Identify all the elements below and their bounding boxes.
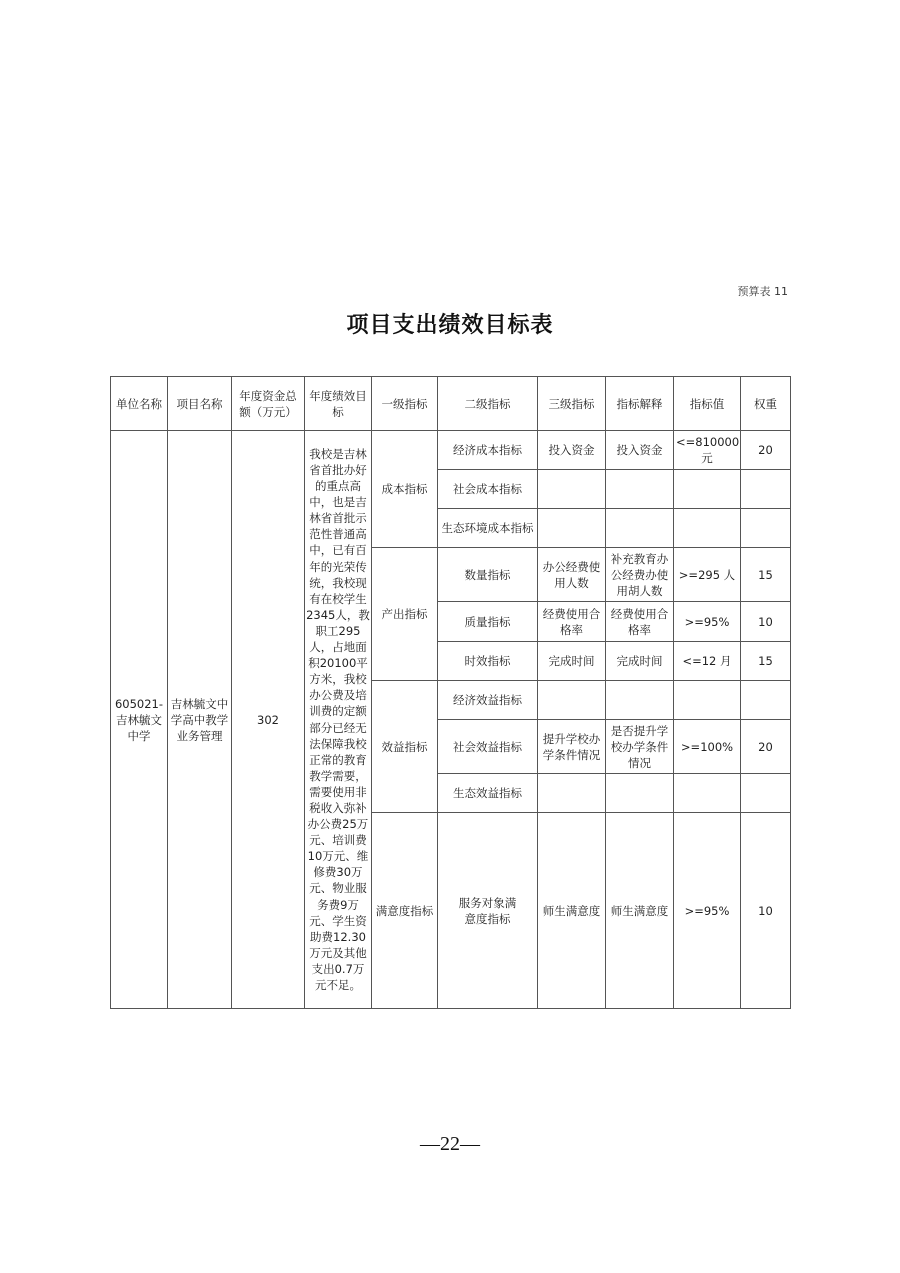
weight-cell (741, 470, 791, 509)
value-cell (674, 681, 741, 720)
level2-cell: 经济成本指标 (438, 431, 538, 470)
level1-cell: 产出指标 (372, 548, 438, 681)
value-cell: <=12 月 (674, 642, 741, 681)
level3-cell: 师生满意度 (538, 813, 606, 1009)
header-cell: 一级指标 (372, 377, 438, 431)
level3-cell: 投入资金 (538, 431, 606, 470)
project-name-cell: 吉林毓文中学高中教学业务管理 (168, 431, 232, 1009)
header-cell: 二级指标 (438, 377, 538, 431)
level2-cell: 服务对象满意度指标 (438, 813, 538, 1009)
level3-cell (538, 774, 606, 813)
header-cell: 单位名称 (111, 377, 168, 431)
explain-cell (606, 681, 674, 720)
header-cell: 三级指标 (538, 377, 606, 431)
weight-cell (741, 509, 791, 548)
level3-cell: 办公经费使用人数 (538, 548, 606, 602)
explain-cell: 师生满意度 (606, 813, 674, 1009)
explain-cell (606, 470, 674, 509)
level2-cell: 数量指标 (438, 548, 538, 602)
table-row (111, 431, 791, 470)
header-cell: 年度绩效目标 (305, 377, 372, 431)
level3-cell: 提升学校办学条件情况 (538, 720, 606, 774)
page-number: —22— (420, 1133, 480, 1155)
header-row (111, 377, 791, 431)
header-cell: 指标值 (674, 377, 741, 431)
level2-cell: 社会成本指标 (438, 470, 538, 509)
unit-name-cell: 605021-吉林毓文中学 (111, 431, 168, 1009)
weight-cell (741, 681, 791, 720)
value-cell: >=100% (674, 720, 741, 774)
header-cell: 指标解释 (606, 377, 674, 431)
level2-cell: 社会效益指标 (438, 720, 538, 774)
level3-cell: 经费使用合格率 (538, 602, 606, 642)
value-cell (674, 509, 741, 548)
level1-cell: 效益指标 (372, 681, 438, 813)
header-cell: 项目名称 (168, 377, 232, 431)
value-cell: <=810000元 (674, 431, 741, 470)
level3-cell: 完成时间 (538, 642, 606, 681)
level2-cell: 生态环境成本指标 (438, 509, 538, 548)
weight-cell: 20 (741, 720, 791, 774)
explain-cell (606, 774, 674, 813)
level2-cell: 经济效益指标 (438, 681, 538, 720)
header-cell: 权重 (741, 377, 791, 431)
level3-cell (538, 681, 606, 720)
weight-cell: 10 (741, 813, 791, 1009)
explain-cell: 经费使用合格率 (606, 602, 674, 642)
explain-cell: 投入资金 (606, 431, 674, 470)
level2-cell: 生态效益指标 (438, 774, 538, 813)
weight-cell (741, 774, 791, 813)
value-cell: >=295 人 (674, 548, 741, 602)
level3-cell (538, 509, 606, 548)
header-cell: 年度资金总额（万元） (232, 377, 305, 431)
level1-cell: 成本指标 (372, 431, 438, 548)
page-title: 项目支出绩效目标表 (346, 313, 554, 338)
value-cell: >=95% (674, 813, 741, 1009)
explain-cell: 是否提升学校办学条件情况 (606, 720, 674, 774)
value-cell (674, 470, 741, 509)
value-cell (674, 774, 741, 813)
level1-cell: 满意度指标 (372, 813, 438, 1009)
explain-cell: 完成时间 (606, 642, 674, 681)
budget-table-label: 预算表 11 (737, 285, 788, 298)
performance-target-table (110, 376, 791, 1009)
weight-cell: 20 (741, 431, 791, 470)
value-cell: >=95% (674, 602, 741, 642)
weight-cell: 15 (741, 642, 791, 681)
weight-cell: 10 (741, 602, 791, 642)
explain-cell (606, 509, 674, 548)
explain-cell: 补充教育办公经费办使用胡人数 (606, 548, 674, 602)
level3-cell (538, 470, 606, 509)
level2-cell: 时效指标 (438, 642, 538, 681)
annual-goal-cell: 我校是吉林省首批办好的重点高中，也是吉林省首批示范性普通高中，已有百年的光荣传统，我校现有在校学生2345人，教职工295人，占地面积20100平方米，我校办公费及培训费的定额部分已经无法保障我校正常的教育教学需要，需要使用非税收入弥补办公费25万元、培训费10万元、维修费30万元、物业服务费9万元、学生资助费12.30万元及其他支出0.7万元不足。 (305, 431, 372, 1009)
annual-funds-cell: 302 (232, 431, 305, 1009)
level2-cell: 质量指标 (438, 602, 538, 642)
weight-cell: 15 (741, 548, 791, 602)
